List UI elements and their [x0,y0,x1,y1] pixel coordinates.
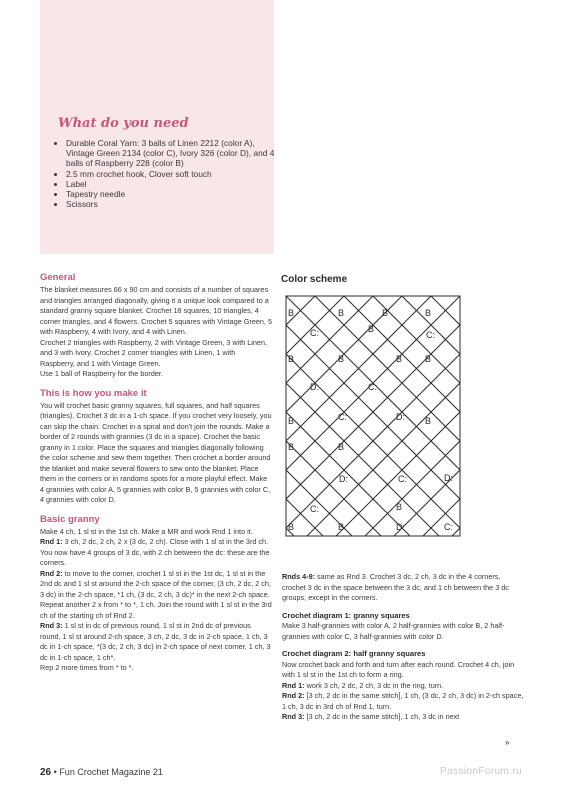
basic-granny-heading: Basic granny [40,513,100,525]
basic-paragraph: Rep 2 more times from * to *. [40,663,134,672]
needs-item: • Tapestry needle [66,189,276,199]
round-text: 1 sl st in dc of previous round, 1 sl st in 2nd dc of previous round, 1 sl st around 2-ch space, 3 ch, 2 dc, 3 dc in 2-ch space, 1 ch, 3 dc in 1-ch space, *(3 dc, 2 ch, 3 dc) in 2-ch space of next corner, 1 ch, 3 dc in 1-ch space, 1 ch*. [40,621,271,662]
scheme-label: B [338,308,345,318]
scheme-label: B [338,522,345,532]
general-paragraph: The blanket measures 66 x 90 cm and consists of a number of squares and triangles arranged diagonally, giving it a unique look compared to a standard granny square blanket. Crochet 18 squares, 10 triangles, 4 corner triangles, and 4 flowers. Crochet 5 squares with Vintage Green, 5 with Raspberry, 4 with Ivory, and 4 with Linen. [40,285,272,336]
scheme-label: B [288,442,295,452]
half-round-3 [282,712,526,723]
scheme-label: D: [339,474,348,484]
round-label: Rnd 3: [282,712,305,721]
round-text: to move to the corner, crochet 1 sl st in the 1st dc, 1 sl st in the 2nd dc and 1 sl st around the 2-ch space of the corner, (3 ch, 2 dc, 2 ch, 3 dc) in the 2-ch space, *1 ch, (3 dc, 2 ch, 3 dc)* in the next 2-ch space. [40,568,271,599]
scheme-label: B [288,354,295,364]
needs-item: • Durable Coral Yarn: 3 balls of Linen 2212 (color A), Vintage Green 2134 (color C), Ivory 326 (color D), and 4 balls of Raspberry 228 (color B) [66,138,276,169]
color-scheme-title: Color scheme [281,274,348,285]
scheme-label: B [368,324,375,334]
scheme-label: B [425,416,432,426]
magazine-name: Fun Crochet Magazine 21 [59,767,163,777]
needs-item: • Label [66,179,276,189]
scheme-label: D: [444,473,453,483]
left-column [40,272,272,674]
scheme-label: B [382,308,389,318]
round-label: Rnd 3: [40,621,63,630]
scheme-label: C: [426,330,435,340]
diagram-1-heading: Crochet diagram 1: granny squares [282,610,410,620]
round-text: work 3 ch, 2 dc, 2 ch, 3 dc in the ring, turn. [304,680,444,690]
basic-paragraph: Make 4 ch, 1 sl st in the 1st ch. Make a MR and work Rnd 1 into it. [40,526,253,536]
page-number: 26 [40,767,52,778]
rounds-4-9 [282,572,526,604]
watermark: PassionForum.ru [440,766,523,777]
round-2 [40,569,272,601]
scheme-label: C: [310,328,319,338]
scheme-label: C: [444,522,453,532]
color-scheme-diagram [280,290,466,544]
how-heading: This is how you make it [40,387,147,399]
round-1 [40,537,272,569]
general-paragraph: Crochet 2 triangles with Raspberry, 2 with Vintage Green, 3 with Linen, and 3 with Ivory. Crochet 2 corner triangles with Linen, 1 with Raspberry, and 1 with Vintage Green. [40,337,268,368]
needs-list [52,138,276,209]
round-label: Rnds 4-9: [282,572,316,581]
round-text: [3 ch, 2 dc in the same stitch], 1 ch, (3 dc, 2 ch, 3 dc) in 2-ch space, 1 ch, 3 dc in 3rd ch of Rnd 1, turn. [282,691,524,711]
how-paragraph: You will crochet basic granny squares, full squares, and half squares (triangles). Crochet 3 dc in a 1-ch space. If you crochet very loosely, you can skip the chain. Crochet in a spiral and don't join the rounds. Make a border of 2 rounds with grannies (3 dc in a space). Crochet the basic granny in 1 color. Place the squares and triangles diagonally following the color scheme and sew them together. Then crochet a border around the blanket and make several flowers to sew onto the blanket. Place them in the corners or in randoms spots for a more playful effect. Make 4 grannies with color A, 5 grannies with color B, 5 grannies with color C, 4 grannies with color D. [40,400,272,504]
scheme-label: D: [396,522,405,532]
page-footer [40,767,163,778]
scheme-label: B [338,442,345,452]
basic-paragraph: Repeat another 2 x from * to *, 1 ch. Join the round with 1 sl st in the 3rd ch of the starting ch of Rnd 2. [40,600,272,620]
round-3 [40,621,272,663]
scheme-label: D: [396,412,405,422]
scheme-label: B [288,416,295,426]
scheme-label: B [338,354,345,364]
footer-bullet: • [53,767,57,777]
scheme-label: C: [338,412,347,422]
scheme-label: C: [398,474,407,484]
scheme-label: B [425,308,432,318]
scheme-label: B [288,308,295,318]
scheme-label: C: [310,504,319,514]
diagram-1-text: Make 3 half-grannies with color A, 2 half-grannies with color B, 2 half-grannies with color C, 3 half-grannies with color D. [282,621,505,641]
general-paragraph: Use 1 ball of Raspberry for the border. [40,369,163,378]
round-label: Rnd 2: [40,568,63,578]
needs-item: • 2.5 mm crochet hook, Clover soft touch [66,169,276,179]
round-text: same as Rnd 3. Crochet 3 dc, 2 ch, 3 dc in the 4 corners, crochet 3 dc in the space between the 3 dc, and 1 ch between the 3 dc groups, except in the corners. [282,572,509,602]
scheme-label: B [288,522,295,532]
half-round-2 [282,691,526,712]
general-heading: General [40,272,76,283]
round-label: Rnd 1: [40,537,63,546]
scheme-label: B [396,354,403,364]
scheme-label: B [425,354,432,364]
needs-item: • Scissors [66,199,276,209]
right-column [282,572,526,723]
diagram-2-heading: Crochet diagram 2: half granny squares [282,649,426,658]
round-text: 3 ch, 2 dc, 2 ch, 2 x (3 dc, 2 ch). Close with 1 sl st in the 3rd ch. You now have 4 groups of 3 dc, with 2 ch between the dc: these are the corners. [40,537,270,567]
needs-title: What do you need [58,116,189,131]
continue-arrow-icon: » [505,738,510,747]
diagram-2-text: Now crochet back and forth and turn after each round. Crochet 4 ch, join with 1 sl st in the 1st ch to form a ring. [282,659,515,679]
round-label: Rnd 1: [282,680,305,690]
scheme-label: C: [368,382,377,392]
scheme-label: B [396,502,403,512]
scheme-label: D: [310,382,319,392]
round-text: [3 ch, 2 dc in the same stitch], 1 ch, 3 dc in next [304,712,460,721]
half-round-1 [282,681,526,692]
round-label: Rnd 2: [282,691,305,700]
